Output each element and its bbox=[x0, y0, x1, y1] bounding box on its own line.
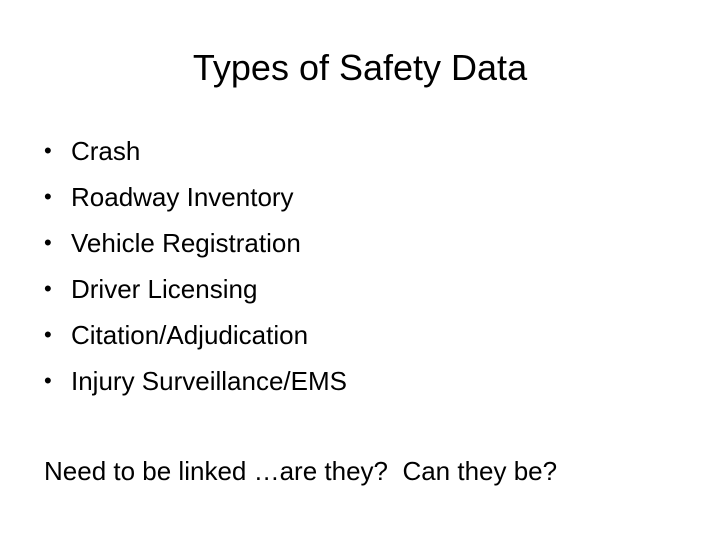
bullet-icon: • bbox=[44, 184, 52, 209]
bullet-icon: • bbox=[44, 322, 52, 347]
list-item bbox=[44, 174, 347, 220]
slide-title: Types of Safety Data bbox=[192, 47, 528, 88]
list-item bbox=[44, 266, 347, 312]
footer-question: Need to be linked …are they? Can they be? bbox=[44, 456, 558, 486]
bullet-icon: • bbox=[44, 230, 52, 255]
list-item-text: Injury Surveillance/EMS bbox=[71, 366, 347, 396]
list-item bbox=[44, 220, 347, 266]
bullet-icon: • bbox=[44, 368, 52, 393]
list-item bbox=[44, 128, 347, 174]
bullet-icon: • bbox=[44, 138, 52, 163]
list-item bbox=[44, 312, 347, 358]
list-item-text: Crash bbox=[71, 136, 141, 166]
list-item-text: Citation/Adjudication bbox=[71, 320, 309, 350]
list-item-text: Driver Licensing bbox=[71, 274, 258, 304]
list-item-text: Vehicle Registration bbox=[71, 228, 301, 258]
bullet-icon: • bbox=[44, 276, 52, 301]
bullet-list bbox=[44, 128, 347, 404]
list-item-text: Roadway Inventory bbox=[71, 182, 294, 212]
list-item bbox=[44, 358, 347, 404]
